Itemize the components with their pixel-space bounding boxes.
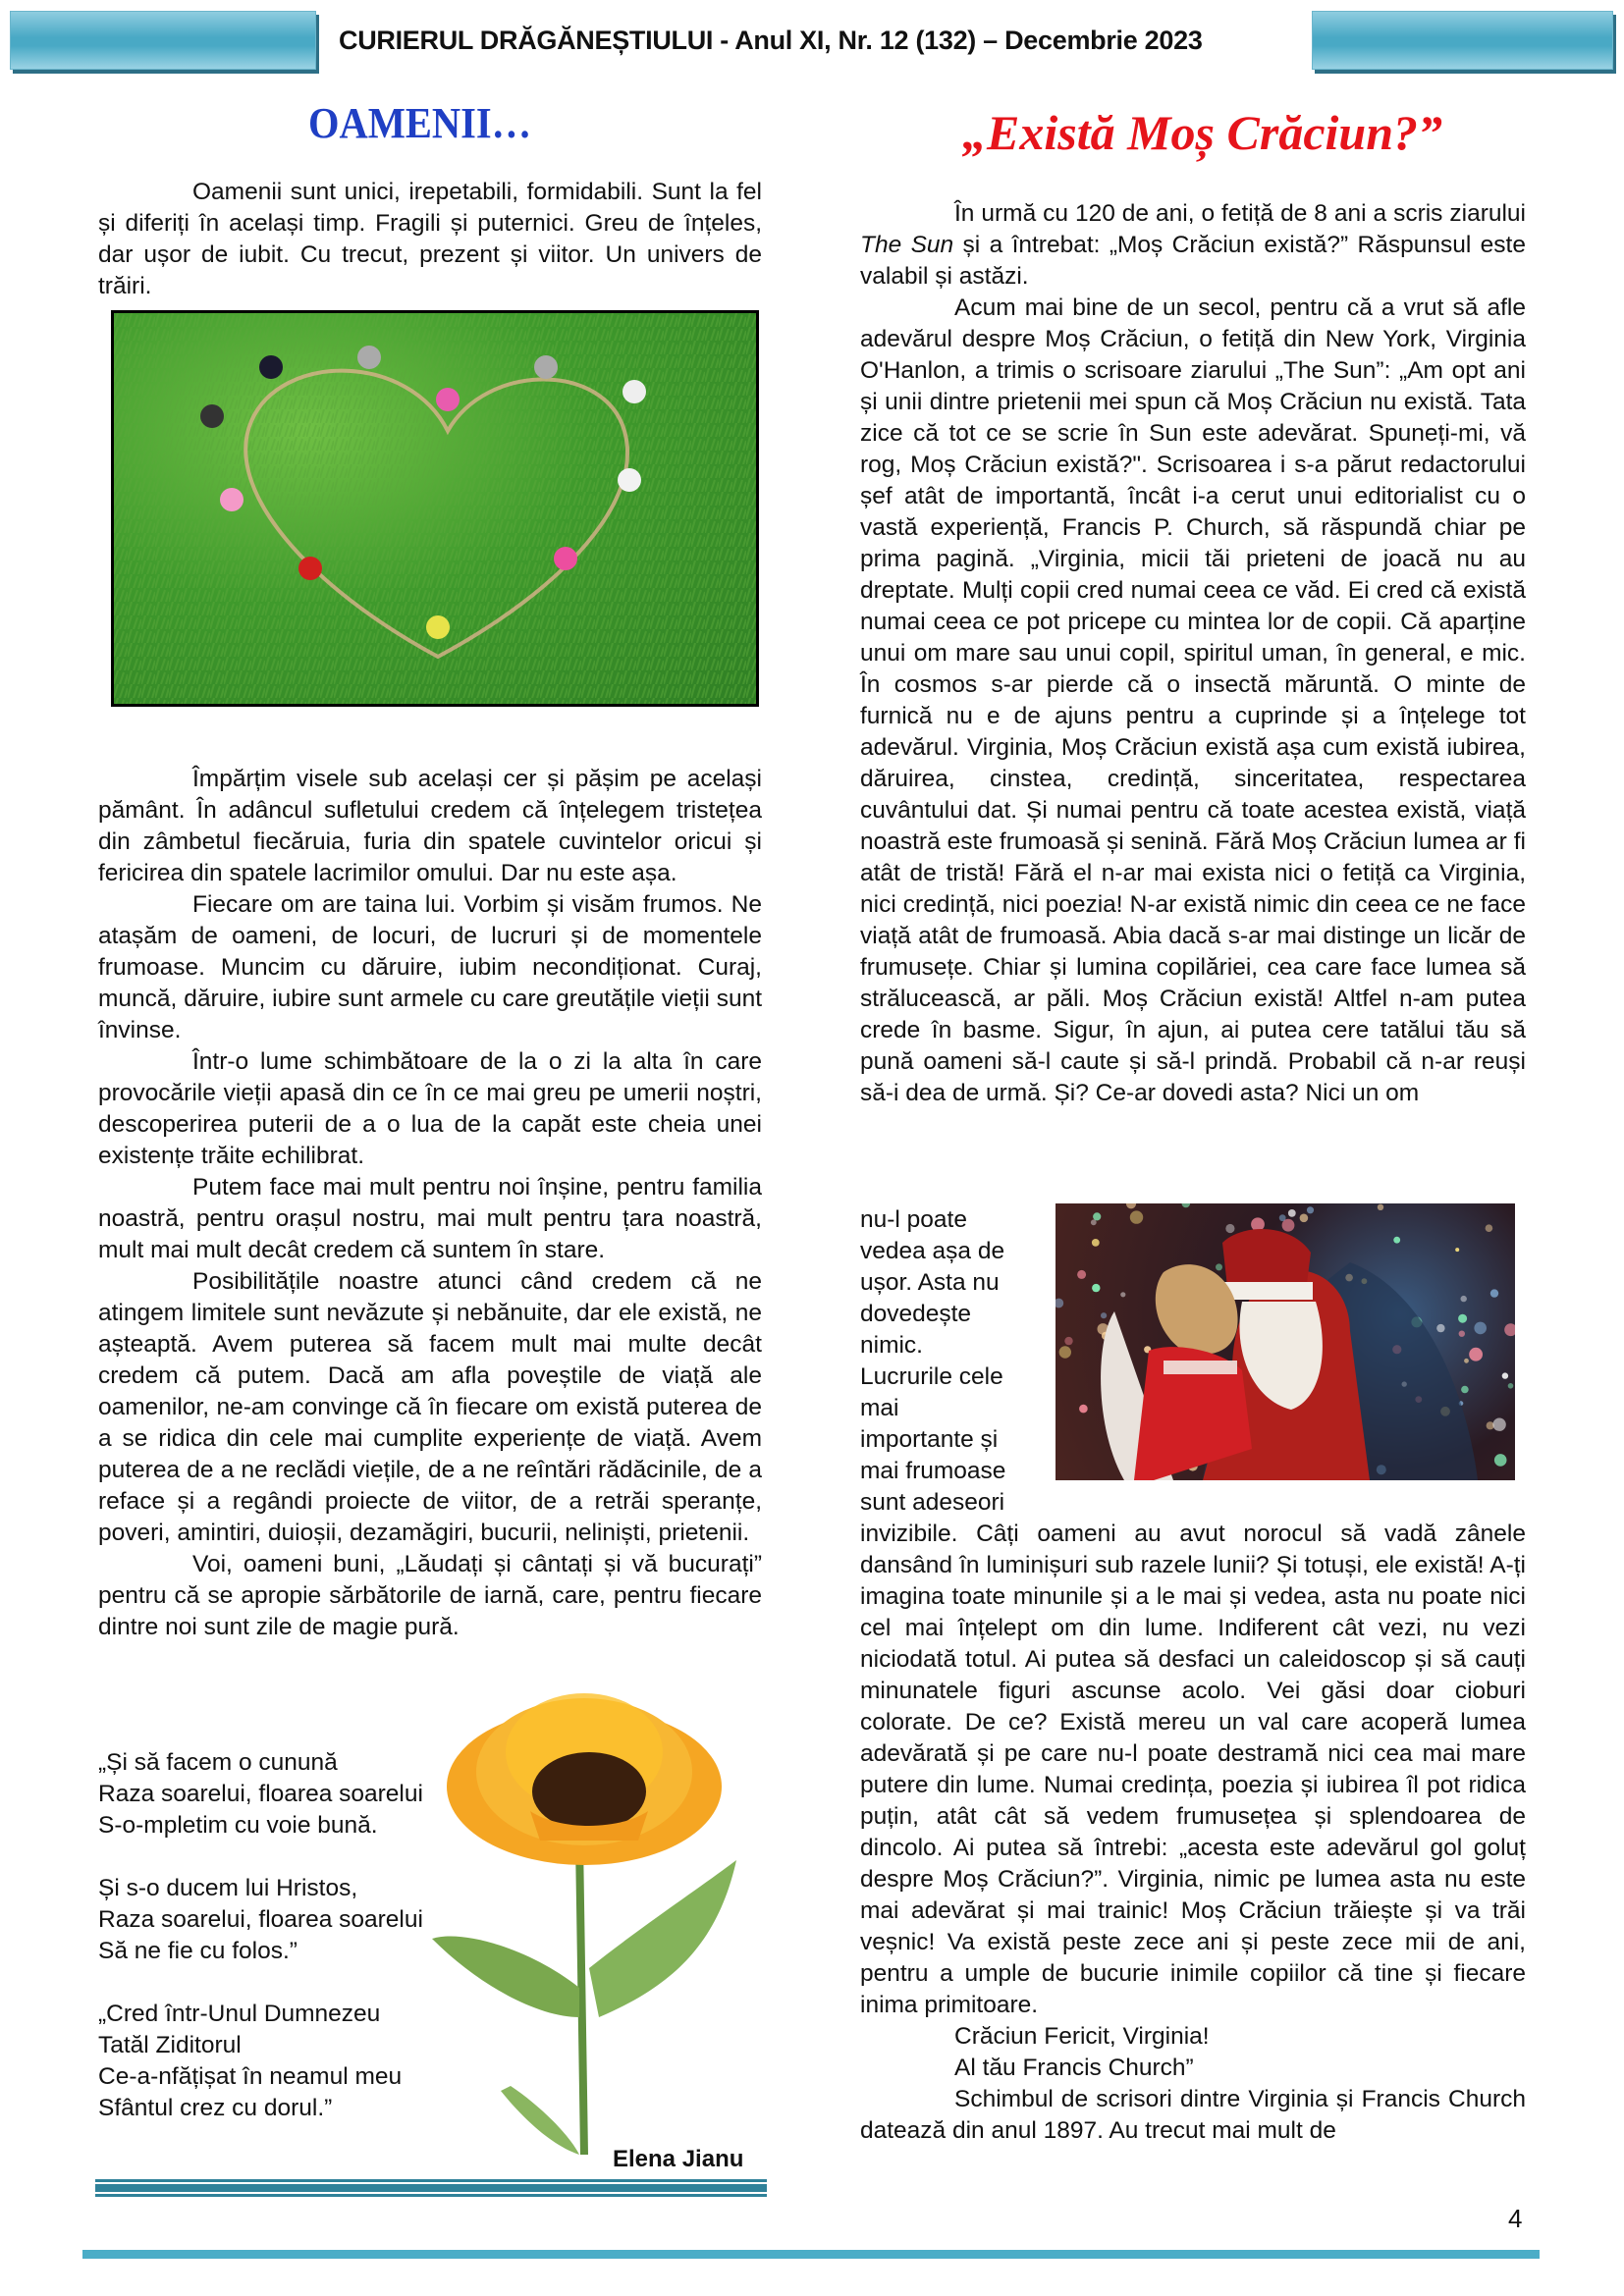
header-banner-left: [10, 11, 316, 70]
bokeh-light: [1182, 1203, 1191, 1207]
bokeh-light: [1474, 1322, 1487, 1335]
body-paragraph: Putem face mai mult pentru noi înșine, pentru familia noastră, pentru orașul nostru, mai mult pentru țara noastră, mult mai mult decât credem că suntem în stare.: [98, 1174, 762, 1263]
verse-line: Tatăl Ziditorul: [98, 2032, 242, 2058]
bokeh-light: [1092, 1239, 1100, 1247]
bokeh-light: [1461, 1296, 1467, 1302]
bokeh-light: [1056, 1299, 1063, 1308]
sunflower-image: [422, 1693, 746, 2155]
bokeh-light: [1504, 1323, 1515, 1336]
wrap-line: nimic.: [860, 1332, 923, 1359]
right-article-continued: [860, 1519, 1526, 2147]
verse-line: Să ne fie cu folos.”: [98, 1938, 298, 1964]
bokeh-light: [1455, 1248, 1459, 1252]
bokeh-light: [1436, 1324, 1444, 1332]
bokeh-light: [1494, 1454, 1507, 1467]
bokeh-light: [1079, 1405, 1088, 1414]
bokeh-light: [1093, 1212, 1101, 1220]
girl-hair: [1156, 1264, 1238, 1354]
wrap-line: Lucrurile cele: [860, 1363, 1003, 1390]
bokeh-light: [1216, 1263, 1222, 1270]
people-heart-photo: [111, 310, 759, 707]
body-paragraph: Fiecare om are taina lui. Vorbim și visăm frumos. Ne atașăm de oameni, de locuri, de lucruri și de momentele frumoase. Muncim cu dăruire, iubim necondiționat. Curaj, muncă, dăruire, iubire sunt armele cu care greutățile vieții sunt învinse.: [98, 891, 762, 1043]
leaf: [589, 1860, 736, 2017]
bokeh-light: [1279, 1214, 1286, 1221]
italic-newspaper-name: The Sun: [860, 232, 954, 258]
body-paragraph: Schimbul de scrisori dintre Virginia și Francis Church datează din anul 1897. Au trecut mai mult de: [860, 2086, 1526, 2144]
bokeh-light: [1307, 1206, 1314, 1213]
bokeh-light: [1120, 1292, 1125, 1297]
verse-line: Sfântul crez cu dorul.”: [98, 2095, 333, 2121]
closing-line: Crăciun Fericit, Virginia!: [954, 2023, 1210, 2050]
poem-stanza-3: [98, 1999, 402, 2124]
santa-illustration: [1056, 1203, 1515, 1480]
bokeh-light: [1101, 1312, 1107, 1318]
wrap-line: sunt adeseori: [860, 1489, 1005, 1516]
bokeh-light: [1508, 1383, 1514, 1389]
bokeh-light: [1461, 1386, 1469, 1394]
santa-girl-photo: [1056, 1203, 1515, 1480]
bokeh-light: [1059, 1346, 1071, 1358]
author-signature: Elena Jianu: [613, 2146, 744, 2172]
page-number: 4: [1508, 2204, 1523, 2233]
poem-stanza-1: [98, 1747, 423, 1842]
verse-line: Și s-o ducem lui Hristos,: [98, 1875, 358, 1901]
bokeh-light: [1492, 1418, 1505, 1431]
bokeh-light: [1288, 1209, 1296, 1217]
poem-stanza-2: [98, 1873, 423, 1967]
right-article-title: „Există Moș Crăciun?”: [962, 105, 1443, 160]
left-article-title: OAMENII…: [308, 99, 532, 147]
bokeh-light: [1459, 1331, 1465, 1337]
left-article-intro: [98, 177, 762, 302]
people-heart-illustration: [114, 313, 756, 704]
wrap-line: mai frumoase: [860, 1458, 1006, 1484]
closing-line: Al tău Francis Church”: [954, 2055, 1194, 2081]
footer-bar: [82, 2250, 1540, 2259]
sunflower-center: [532, 1752, 646, 1831]
body-paragraph: Acum mai bine de un secol, pentru că a vrut să afle adevărul despre Moș Crăciun, o fetiță din New York, Virginia O'Hanlon, a trimis o scrisoare ziarului „The Sun”: „Am opt ani și unii dintre prietenii mei spun că Moș Crăciun nu există. Tata zice că tot ce se scrie în Sun este adevărat. Spuneți-mi, vă rog, Moș Crăciun există?". Scrisoarea i s-a părut redactorului șef atât de importantă, încât i-a cerut unui editorialist cu o vastă experiență, Francis P. Church, să răspundă chiar pe prima pagină. „Virginia, micii tăi prieteni de joacă nu au dreptate. Mulți copii cred numai ceea ce văd. Ei cred că există numai ceea ce pot pricepe cu mintea lor de copii. Că aparține unui om mare sau unui copil, spiritul uman, în general, e mic. În cosmos s-ar pierde că o insectă măruntă. O minte de furnică nu e de ajuns pentru a cuprinde și a înțelege tot adevărul. Virginia, Moș Crăciun există așa cum există iubirea, dăruirea, cinstea, credință, sinceritatea, respectarea cuvântului dat. Și numai pentru că toate acestea există, viață noastră este frumoasă și senină. Fără Moș Crăciun lumea ar fi atât de tristă! Fără el n-ar mai exista nici o fetiță ca Virginia, nici credință, nici poezia! N-ar există nimic din ceea ce ne face viață atât de frumoasă. Abia dacă s-ar mai distinge un licăr de frumusețe. Chiar și lumina copilăriei, cea care face lumea să strălucească, ar păli. Moș Crăciun există! Altfel n-am putea crede în basme. Sigur, în ajun, ai putea cere tatălui tău să pună oameni să-l caute și să-l prindă. Probabil că n-ar reuși să-i dea de urmă. Și? Ce-ar dovedi asta? Nici un om: [860, 294, 1526, 1106]
body-paragraph: invizibile. Câți oameni au avut norocul să vadă zânele dansând în luminișuri sub razele lunii? Și totuși, ele există! A-ți imagina toate minunile și a le mai și vedea, asta nu poate nici cel mai înțelept om din lume. Indiferent cât vezi, nu vezi niciodată totul. Ai putea să desfaci un caleidoscop și să cauți minunatele figuri ascunse acolo. Vei găsi doar cioburi colorate. De ce? Există mereu un val care acoperă lumea adevărată și pe care nu-l poate destramă nici cea mai mare putere din lume. Numai credința, poezia și iubirea îl pot ridica puțin, atât cât să vedem frumusețea și splendoarea de dincolo. Ai putea să întrebi: „acesta este adevărul gol goluț despre Moș Crăciun?”. Virginia, nimic pe lumea asta nu este mai adevărat și mai trainic! Moș Crăciun trăiește și va trăi veșnic! Va există peste zece ani și peste zece mii de ani, pentru a umple de bucurie inimile copiilor că tine și fiecare inima primitoare.: [860, 1521, 1526, 2018]
body-paragraph: Împărțim visele sub același cer și pășim pe același pământ. În adâncul sufletului credem că înțelegem tristețea din zâmbetul fiecăruia, furia din spatele cuvintelor oricui și fericirea din spatele lacrimilor omului. Dar nu este așa.: [98, 766, 762, 886]
bokeh-light: [1458, 1314, 1467, 1323]
divider-rule: [95, 2179, 767, 2182]
bokeh-light: [1469, 1348, 1483, 1362]
verse-line: Raza soarelui, floarea soarelui: [98, 1781, 423, 1807]
bokeh-light: [1502, 1372, 1508, 1378]
intro-paragraph: Oamenii sunt unici, irepetabili, formidabili. Sunt la fel și diferiți în același timp. Fragili și puternici. Greu de înțeles, dar ușor de iubit. Cu trecut, prezent și viitor. Un univers de trăiri.: [98, 179, 762, 299]
divider-rule: [95, 2184, 767, 2192]
bokeh-light: [1130, 1210, 1143, 1223]
bokeh-light: [1092, 1284, 1100, 1292]
wrap-line: vedea așa de: [860, 1238, 1005, 1264]
wrap-line: importante și: [860, 1426, 999, 1453]
bokeh-light: [1300, 1214, 1309, 1223]
verse-line: „Și să facem o cunună: [98, 1749, 338, 1776]
body-paragraph: Într-o lume schimbătoare de la o zi la alta în care provocările vieții apasă din ce în ce mai greu pe umerii noștri, descoperirea puterii de a o lua de la capăt este cheia unei existențe trăite echilibrat.: [98, 1048, 762, 1169]
leaf: [432, 1936, 579, 2017]
bokeh-light: [1393, 1237, 1400, 1244]
bokeh-light: [1490, 1289, 1498, 1297]
wrap-line: ușor. Asta nu: [860, 1269, 1000, 1296]
wrap-line: mai: [860, 1395, 899, 1421]
bokeh-light: [1378, 1204, 1383, 1210]
bokeh-light: [1091, 1219, 1097, 1225]
verse-line: Raza soarelui, floarea soarelui: [98, 1906, 423, 1933]
bokeh-light: [1077, 1270, 1086, 1279]
bokeh-light: [1064, 1337, 1072, 1345]
text-wrap-beside-image: [860, 1204, 1029, 1519]
body-paragraph: Posibilitățile noastre atunci când credem că ne atingem limitele sunt nevăzute și nebănuite, dar ele există, ne așteaptă. Avem puterea să facem mult mai multe decât credem că putem. Dacă am afla poveștile de viață ale oamenilor, ne-am convinge că în fiecare om există puterea de a se ridica din cele mai cumplite experiențe de viață. Avem puterea de a ne reclădi viețile, de a ne reîntări rădăcinile, de a reface și a regândi proiecte de viitor, de a retrăi speranțe, poveri, amintiri, duioșii, dezamăgiri, bucurii, neliniști, prietenii.: [98, 1268, 762, 1546]
wrap-line: dovedește: [860, 1301, 972, 1327]
body-paragraph: În urmă cu 120 de ani, o fetiță de 8 ani a scris ziarului The Sun și a întrebat: „Moș Crăciun există?” Răspunsul este valabil și astăzi.: [860, 200, 1526, 290]
bokeh-light: [1486, 1224, 1493, 1232]
verse-line: „Cred într-Unul Dumnezeu: [98, 2001, 381, 2027]
newspaper-header-title: CURIERUL DRĂGĂNEȘTIULUI - Anul XI, Nr. 12 (132) – Decembrie 2023: [339, 26, 1203, 55]
verse-line: Ce-a-nfățișat în neamul meu: [98, 2063, 403, 2090]
wrap-line: nu-l poate: [860, 1206, 967, 1233]
left-article-body: [98, 764, 762, 1643]
divider-rule: [95, 2194, 767, 2197]
bokeh-light: [1464, 1359, 1469, 1363]
body-paragraph: Voi, oameni buni, „Lăudați și cântați și vă bucurați” pentru că se apropie sărbătorile de iarnă, care, pentru fiecare dintre noi sunt zile de magie pură.: [98, 1551, 762, 1640]
header-banner-right: [1312, 11, 1613, 70]
verse-line: S-o-mpletim cu voie bună.: [98, 1812, 378, 1839]
right-article-body: [860, 198, 1526, 1109]
bokeh-light: [1126, 1203, 1136, 1208]
bokeh-light: [1225, 1224, 1234, 1233]
